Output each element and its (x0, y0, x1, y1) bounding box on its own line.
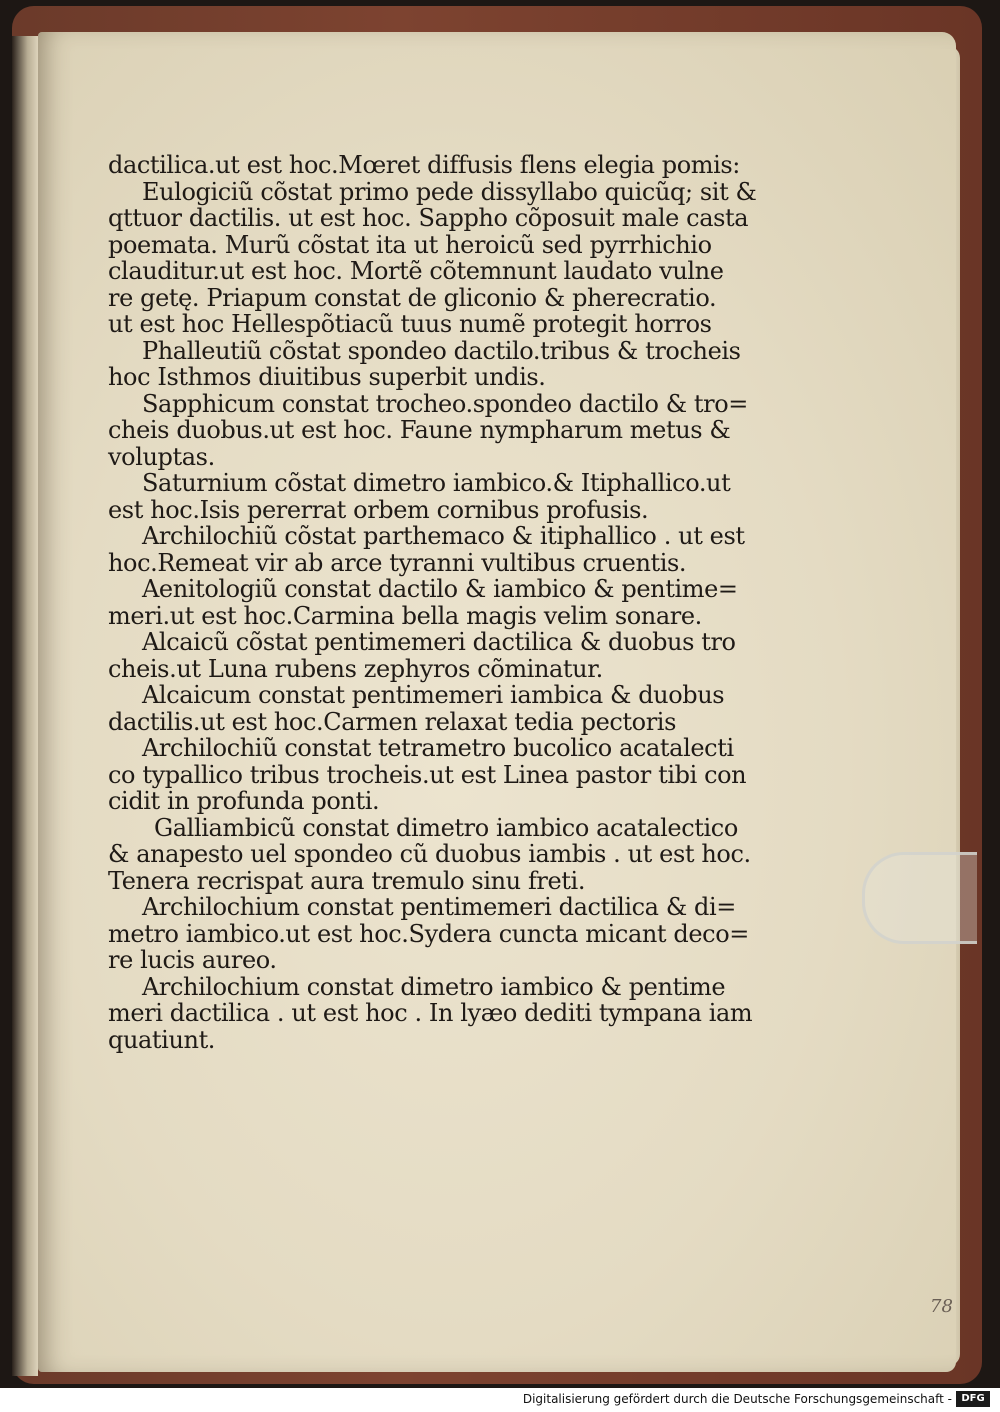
text-line: cheis.ut Luna rubens zephyros cõminatur. (108, 654, 603, 683)
text-line: Eulogiciũ cõstat primo pede dissyllabo quicũq; sit & (142, 177, 757, 206)
text-line: hoc Isthmos diuitibus superbit undis. (108, 363, 546, 391)
text-line: qttuor dactilis. ut est hoc. Sappho cõposuit male casta (108, 204, 749, 232)
text-line: Aenitologiũ constat dactilo & iambico & pentime= (142, 575, 738, 603)
text-line: Archilochium constat dimetro iambico & pentime (142, 972, 726, 1001)
footer-bar (0, 1388, 1000, 1412)
text-line: dactilis.ut est hoc.Carmen relaxat tedia pectoris (108, 707, 676, 736)
text-line: Archilochium constat pentimemeri dactilica & di= (142, 893, 736, 921)
text-line: ut est hoc Hellespõtiacũ tuus numẽ protegit horros (108, 310, 712, 338)
text-line: Sapphicum constat trocheo.spondeo dactilo & tro= (142, 389, 748, 418)
text-line: Alcaicum constat pentimemeri iambica & duobus (142, 681, 725, 709)
text-line: Alcaicũ cõstat pentimemeri dactilica & duobus tro (142, 628, 736, 656)
text-line: re getę. Priapum constat de gliconio & pherecratio. (108, 283, 717, 312)
funding-credit: Digitalisierung gefördert durch die Deutsche Forschungsgemeinschaft - (522, 1392, 952, 1406)
text-line: est hoc.Isis pererrat orbem cornibus profusis. (108, 495, 649, 524)
text-line: metro iambico.ut est hoc.Sydera cuncta micant deco= (108, 919, 749, 948)
text-line: hoc.Remeat vir ab arce tyranni vultibus cruentis. (108, 548, 687, 577)
page-clip (862, 852, 977, 944)
text-line: co typallico tribus trocheis.ut est Linea pastor tibi con (108, 760, 747, 789)
text-line: meri dactilica . ut est hoc . In lyæo dediti tympana iam (108, 999, 753, 1027)
text-line: & anapesto uel spondeo cũ duobus iambis . ut est hoc. (108, 840, 751, 868)
text-line: voluptas. (108, 442, 215, 471)
text-line: Archilochiũ cõstat parthemaco & itiphallico . ut est (142, 522, 745, 550)
page-text (108, 152, 768, 1053)
text-line: Archilochiũ constat tetrametro bucolico acatalecti (142, 734, 734, 762)
text-line: Galliambicũ constat dimetro iambico acatalectico (154, 813, 738, 842)
text-line: Phalleutiũ cõstat spondeo dactilo.tribus & trocheis (142, 336, 741, 365)
left-page-edge (12, 36, 38, 1376)
text-line: cheis duobus.ut est hoc. Faune nympharum metus & (108, 416, 731, 444)
text-line: cidit in profunda ponti. (108, 787, 380, 815)
text-line: poemata. Murũ cõstat ita ut heroicũ sed pyrrhichio (108, 230, 712, 259)
text-line: Saturnium cõstat dimetro iambico.& Itiphallico.ut (142, 469, 731, 497)
folio-number: 78 (930, 1296, 953, 1317)
dfg-logo-icon: DFG (956, 1391, 990, 1407)
text-line: quatiunt. (108, 1025, 216, 1054)
text-line: meri.ut est hoc.Carmina bella magis velim sonare. (108, 601, 702, 630)
text-line: dactilica.ut est hoc.Mœret diffusis flens elegia pomis: (108, 151, 740, 179)
text-line: clauditur.ut est hoc. Mortẽ cõtemnunt laudato vulne (108, 257, 724, 285)
text-line: Tenera recrispat aura tremulo sinu freti. (108, 866, 586, 895)
text-line: re lucis aureo. (108, 946, 277, 974)
